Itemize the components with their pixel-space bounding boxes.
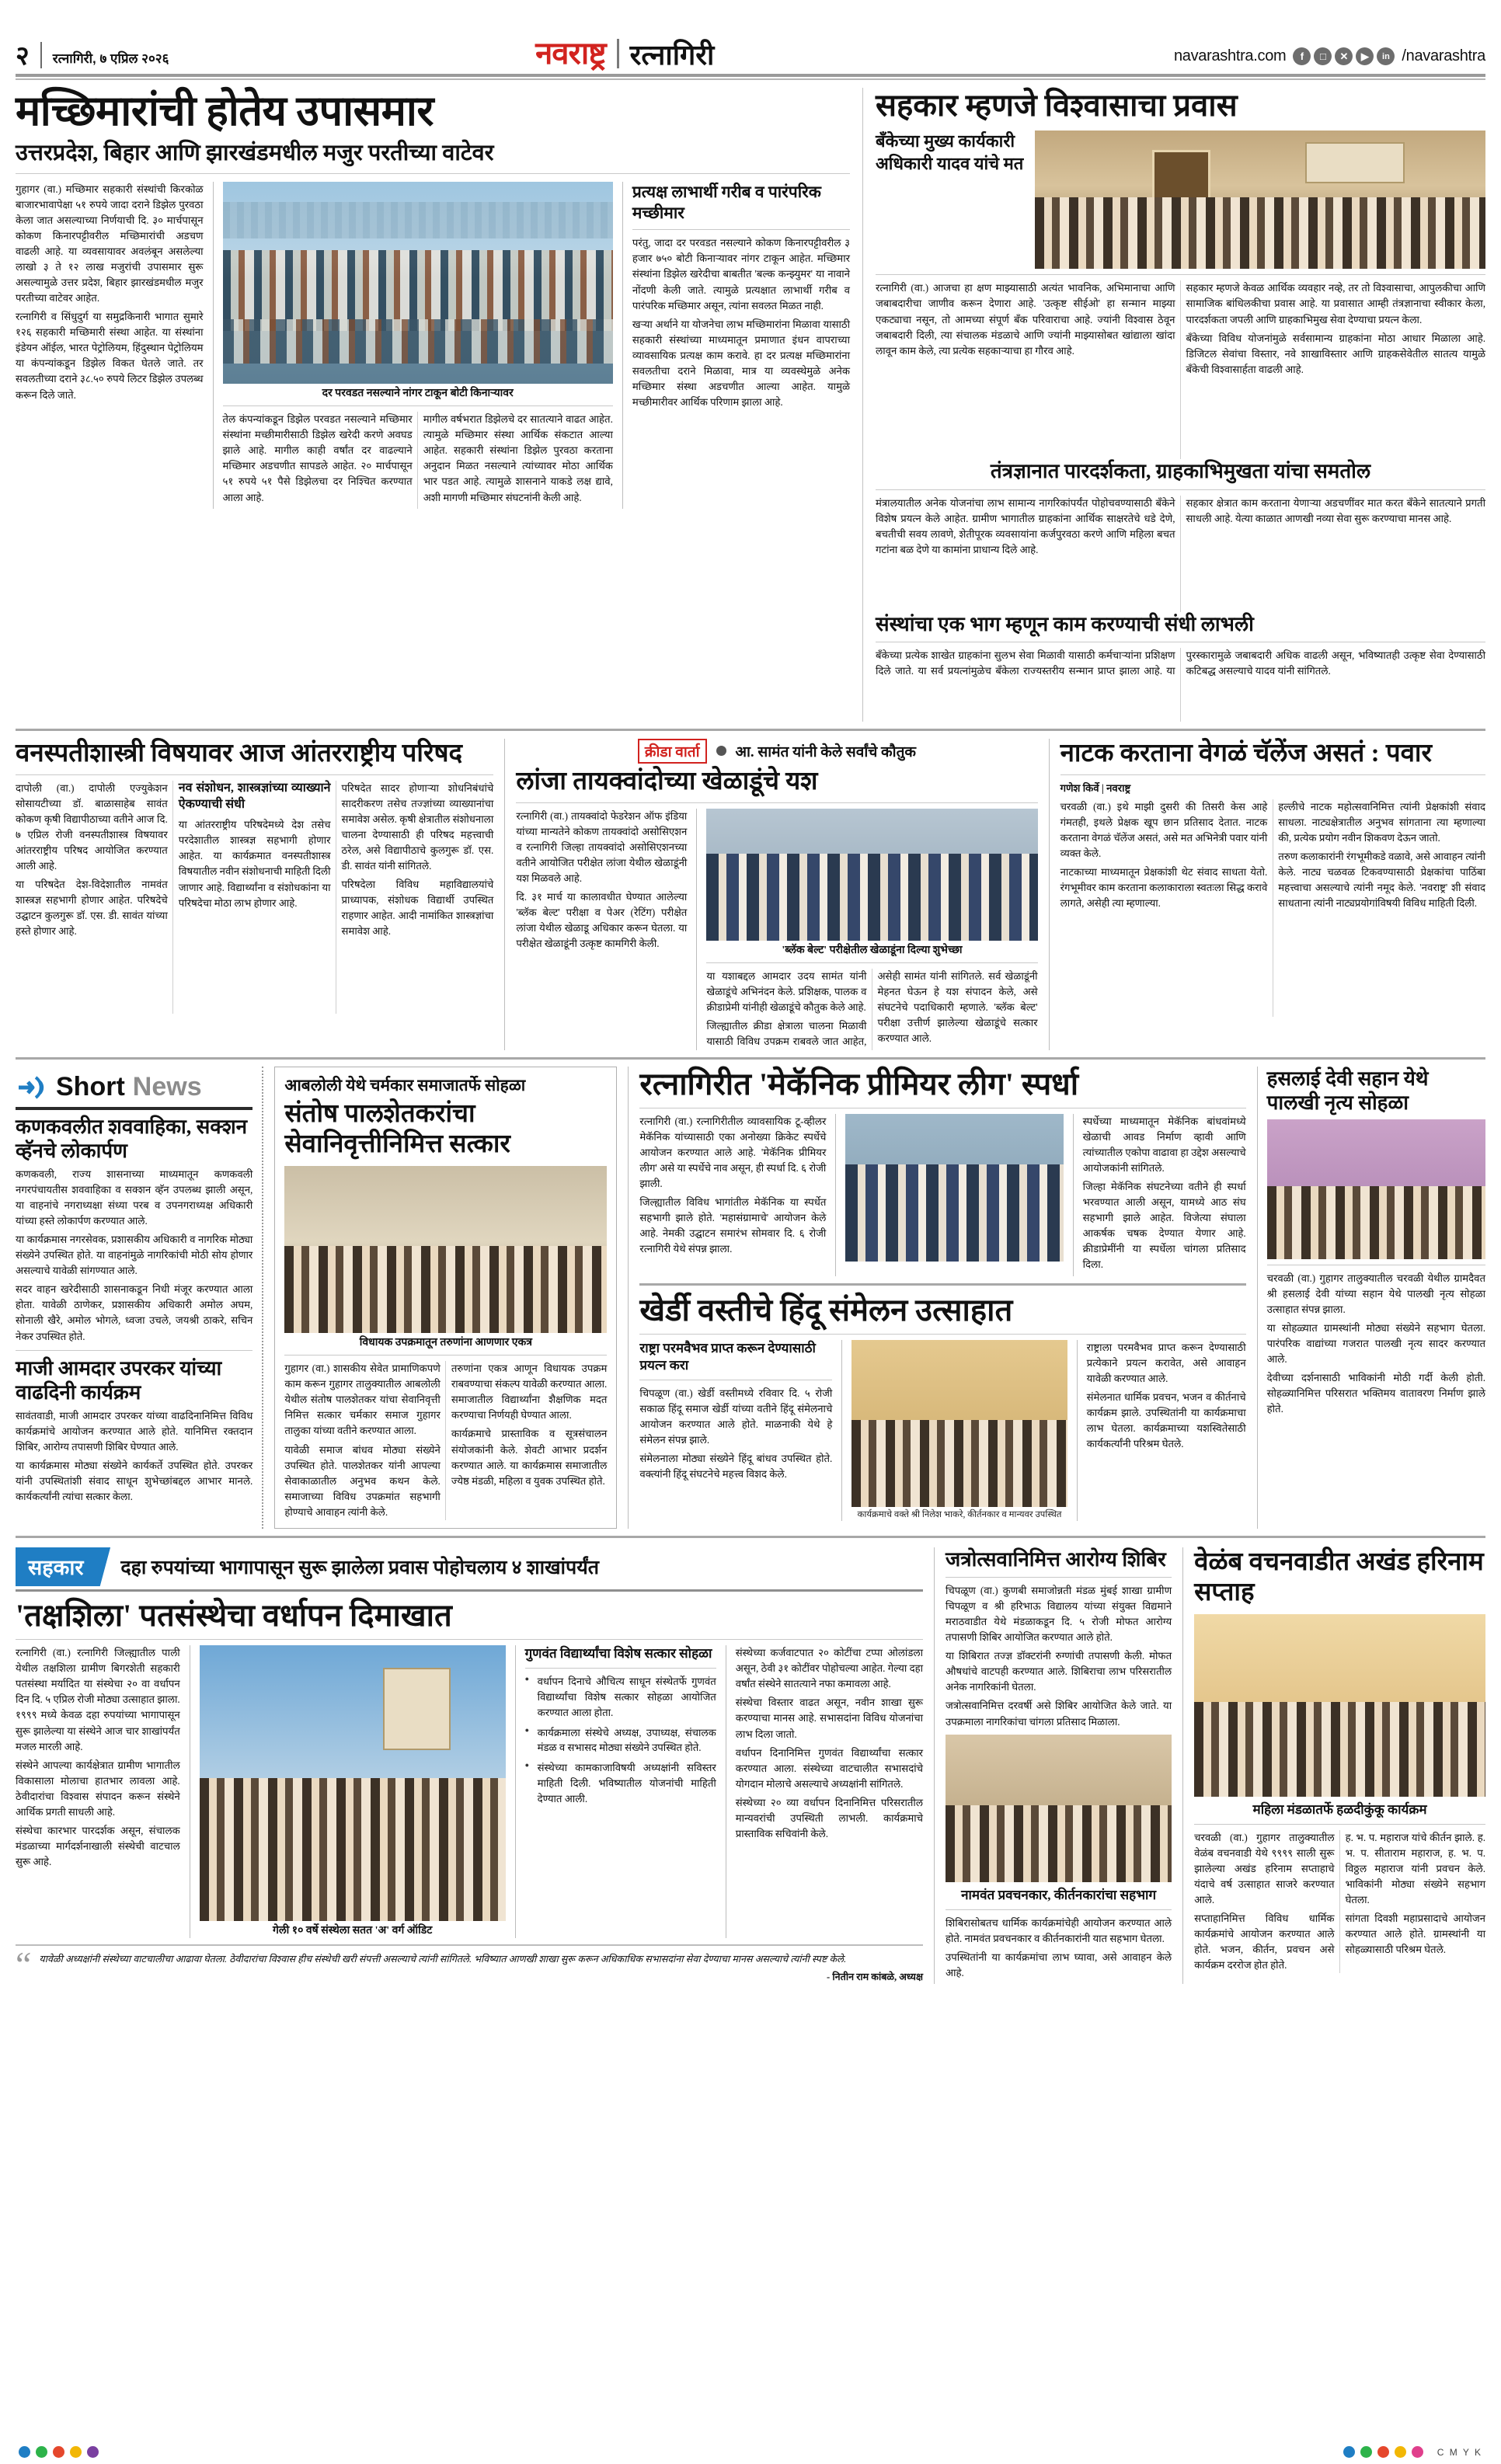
- takshila-column-3: [525, 1645, 716, 1938]
- photo-skyline: [223, 202, 613, 238]
- takshila-ceremony-photo: [200, 1645, 506, 1921]
- bank-meeting-photo: [1035, 131, 1485, 269]
- column-rule: [213, 182, 214, 509]
- brand-separator: [617, 39, 619, 68]
- health-camp-photo: [946, 1735, 1172, 1882]
- health-camp-para: या शिबिरात तज्ज्ञ डॉक्टरांनी रुग्णांची तपासणी केली. मोफत औषधांचे वाटपही करण्यात आले. शिबिराचा लाभ परिसरातील अनेक नागरिकांनी घेतला.: [946, 1650, 1172, 1693]
- column-rule: [841, 1340, 842, 1521]
- photo-team-row: [706, 854, 1037, 941]
- takshila-para: संस्थेच्या २० व्या वर्धापन दिनानिमित्त परिसरातील मान्यवरांची उपस्थिती लाभली. कार्यक्रमाचे प्रास्ताविक सचिवांनी केले.: [735, 1796, 924, 1839]
- health-camp-body: [946, 1583, 1172, 1730]
- hindu-content: [639, 1340, 1245, 1521]
- photo-crowd: [851, 1420, 1067, 1507]
- hindu-column-1: [639, 1340, 832, 1521]
- short-news-headline: कणकवलीत शववाहिका, सक्शन व्हॅनचे लोकार्पण: [16, 1115, 248, 1162]
- cooperative-story: [862, 88, 1485, 722]
- health-camp-sub-divider: [946, 1909, 1172, 1910]
- harinam-divider: [1194, 1824, 1485, 1825]
- takshila-mid-divider: [525, 1668, 716, 1669]
- cooperative-para: सहकार म्हणजे केवळ आर्थिक व्यवहार नव्हे, तर तो विश्वासाचा, आपुलकीचा आणि सामाजिक बांधिलकीचा प्रवास आहे. या प्रवासात आम्ही तंत्रज्ञानाचा स्वीकार केला, पारदर्शकता जपली आणि ग्राहकाभिमुख सेवा देण्याचा प्रयत्न केला.: [1186, 282, 1485, 325]
- taekwondo-divider: [516, 802, 1037, 803]
- lead-subhead: उत्तरप्रदेश, बिहार आणि झारखंडमधील मजुर परतीच्या वाटेवर: [16, 141, 494, 166]
- takshila-divider: [16, 1639, 923, 1640]
- theatre-para: चरवळी (वा.) इथे माझी दुसरी की तिसरी केस आहे गंमतही, इथले प्रेक्षक खूप छान प्रतिसाद देतात. नाटक करताना वेगळं चॅलेंज असतं, असे मत अभिनेत्री पवार यांनी व्यक्त केले.: [1060, 800, 1268, 859]
- edition-dateline: रत्नागिरी, ७ एप्रिल २०२६: [52, 51, 169, 66]
- takshila-para: वर्धापन दिनानिमित्त गुणवंत विद्यार्थ्यांचा सत्कार करण्यात आला. संस्थेच्या वाटचालीत सभासदांचे योगदान मोलाचे असल्याचे अध्यक्षांनी सांगितले.: [735, 1746, 924, 1790]
- lead-story: [16, 88, 862, 722]
- short-news-section: [16, 1067, 262, 1529]
- column-rule: [1073, 1114, 1074, 1276]
- mpl-photo-block: [845, 1114, 1063, 1276]
- lead-photo-caption: दर परवडत नसल्याने नांगर टाकून बोटी किनाऱ्यावर: [322, 387, 514, 399]
- color-dot: [19, 2446, 30, 2458]
- takshila-para: संस्थेने आपल्या कार्यक्षेत्रात ग्रामीण भागातील विकासाला मोलाचा हातभार लावला आहे. ठेवीदारांचा विश्वास संपादन करून संस्थेने आर्थिक प्रगती साधली आहे.: [16, 1759, 180, 1818]
- takshila-content: [16, 1645, 923, 1938]
- sahakar-banner: [16, 1547, 923, 1586]
- health-camp-para: शिबिरासोबतच धार्मिक कार्यक्रमांचेही आयोजन करण्यात आले होते. नामवंत प्रवचनकार व कीर्तनकारांनी यात सहभाग घेतला.: [946, 1916, 1172, 1944]
- mpl-hindu-separator: [639, 1283, 1245, 1286]
- felicitation-story: [263, 1067, 628, 1529]
- lead-para: तेल कंपन्यांकडून डिझेल परवडत नसल्याने मच्छिमार संस्थांना मच्छीमारीसाठी डिझेल खरेदी करणे अवघड झाले आहे. मागील काही वर्षांत दर वाढल्याने मच्छिमार अडचणीत सापडले आहेत. २० मार्चपासून ५१ रुपये ५१ पैसे डिझेलचा दर निश्चित करण्यात आला आहे.: [222, 413, 413, 503]
- registration-dots: [19, 2446, 99, 2458]
- color-dot: [1412, 2446, 1423, 2458]
- quote-mark-icon: “: [16, 1944, 32, 1984]
- taekwondo-team-photo: [706, 809, 1037, 941]
- health-camp-subhead: नामवंत प्रवचनकार, कीर्तनकारांचा सहभाग: [961, 1887, 1157, 1902]
- cooperative-mid-divider: [876, 489, 1485, 490]
- short-news-body: [16, 1167, 252, 1345]
- short-news-para: सावंतवाडी, माजी आमदार उपरकर यांच्या वाढदिनानिमित्त विविध कार्यक्रमांचे आयोजन करण्यात आले होते. यानिमित्त रक्तदान शिबिर, आरोग्य तपासणी शिबिर घेण्यात आले.: [16, 1409, 253, 1453]
- sahakar-tagline: दहा रुपयांच्या भागापासून सुरू झालेला प्रवास पोहोचलाय ४ शाखांपर्यंत: [120, 1557, 599, 1578]
- column-rule: [1077, 1340, 1078, 1521]
- hindu-headline: खेर्डी वस्तीचे हिंदू संमेलन उत्साहात: [639, 1292, 1013, 1328]
- harinam-story: [1183, 1547, 1485, 1984]
- short-news-item: [16, 1115, 252, 1345]
- section-rule-2: [16, 1057, 1485, 1060]
- hindu-kicker: राष्ट्रा परमवैभव प्राप्त करून देण्यासाठी प्रयत्न करा: [639, 1340, 816, 1373]
- short-news-headline: माजी आमदार उपरकर यांच्या वाढदिनी कार्यक्रम: [16, 1356, 222, 1404]
- palkhi-para: देवीच्या दर्शनासाठी भाविकांनी मोठी गर्दी केली होती. सोहळ्यानिमित्त परिसरात भक्तिमय वातावरण निर्माण झाले होते.: [1266, 1372, 1486, 1415]
- harinam-photo-caption: महिला मंडळातर्फे हळदीकुंकू कार्यक्रम: [1252, 1801, 1427, 1817]
- cooperative-mid-body: [876, 496, 1485, 612]
- palkhi-story: [1258, 1067, 1485, 1529]
- hindu-divider: [639, 1334, 1245, 1335]
- list-item: ● कार्यक्रमाला संस्थेचे अध्यक्ष, उपाध्यक्ष, संचालक मंडळ व सभासद मोठ्या संख्येने उपस्थित होते.: [525, 1725, 716, 1756]
- cooperative-bottom-body: [876, 648, 1485, 722]
- takshila-photo-block: [200, 1645, 506, 1938]
- lead-column-1: [16, 182, 204, 509]
- short-news-header: [16, 1071, 252, 1104]
- third-band: [16, 1067, 1485, 1529]
- second-band: [16, 739, 1485, 1050]
- harinam-headline: वेळंब वचनवाडीत अखंड हरिनाम सप्ताह: [1194, 1547, 1484, 1606]
- mpl-column-1: [639, 1114, 826, 1276]
- taekwondo-para: या यशाबद्दल आमदार उदय सामंत यांनी खेळाडूंचे अभिनंदन केले. प्रशिक्षक, पालक व क्रीडाप्रेमी यांनीही खेळाडूंचे कौतुक केले आहे.: [706, 970, 867, 1014]
- masthead-divider: [40, 42, 42, 68]
- color-dot: [1360, 2446, 1372, 2458]
- mpl-para: जिल्ह्यातील विविध भागांतील मेकॅनिक या स्पर्धेत सहभागी झाले होते. 'महासंग्रामाचे' आयोजन केले आहे. नेमकी उद्घाटन समारंभ सोमवार दि. ६ रोजी रत्नागिरी येथे संपन्न झाला.: [639, 1196, 827, 1255]
- color-dot: [1343, 2446, 1355, 2458]
- theatre-headline: नाटक करताना वेगळं चॅलेंज असतं : पवार: [1060, 739, 1432, 767]
- takshila-mid-headline: गुणवंत विद्यार्थ्यांचा विशेष सत्कार सोहळा: [524, 1646, 712, 1662]
- color-dot: [53, 2446, 64, 2458]
- short-news-para: सदर वाहन खरेदीसाठी शासनाकडून निधी मंजूर करण्यात आला होता. यावेळी ठाणेकर, प्रशासकीय अधिकारी अमोल अघम, सोनाली खैरे, अमोल भोगले, ध्वजा उचले, जयश्री ठाकरे, सचिन नेकर उपस्थित होते.: [16, 1283, 253, 1342]
- botany-para: परिषदेला विविध महाविद्यालयांचे प्राध्यापक, संशोधक विद्यार्थी उपस्थित राहणार आहेत. आदी नामांकित शास्त्रज्ञांचा समावेश आहे.: [341, 879, 494, 938]
- palkhi-para: चरवळी (वा.) गुहागर तालुक्यातील चरवळी येथील ग्रामदैवत श्री हसलाई देवी यांच्या सहान येथे पालखी नृत्य सोहळा उत्साहात संपन्न झाला.: [1266, 1272, 1486, 1316]
- takshila-para: संस्थेचा कारभार पारदर्शक असून, संचालक मंडळाच्या मार्गदर्शनाखाली संस्थेची वाटचाल सुरू आहे.: [16, 1824, 180, 1868]
- column-rule: [696, 809, 697, 1050]
- takshila-quote: [16, 1944, 923, 1983]
- page-footer: [0, 2446, 1501, 2458]
- short-news-item: [16, 1356, 252, 1505]
- sports-tag: क्रीडा वार्ता: [638, 739, 707, 764]
- takshila-column-4: [736, 1645, 923, 1938]
- taekwondo-column-2: [706, 969, 1037, 1049]
- taekwondo-photo-caption: 'ब्लॅक बेल्ट' परीक्षेतील खेळाडूंना दिल्या शुभेच्छा: [782, 944, 963, 956]
- caption-divider: [706, 962, 1037, 963]
- palkhi-body: [1267, 1271, 1485, 1418]
- sports-tag-row: [516, 739, 1037, 764]
- short-news-rule: [16, 1107, 252, 1110]
- takshila-column-1: [16, 1645, 180, 1938]
- caption-divider: [284, 1355, 607, 1356]
- taekwondo-story: [505, 739, 1048, 1050]
- theatre-para: हल्लीचे नाटक महोत्सवानिमित्त त्यांनी प्रेक्षकांशी संवाद साधला. नाट्यक्षेत्रातील अनुभव सांगताना त्या म्हणाल्या की, प्रत्येक प्रयोग नवीन शिकवण देऊन जातो.: [1278, 800, 1485, 844]
- health-camp-divider: [946, 1577, 1172, 1578]
- palkhi-headline: हसलाई देवी सहान येथे पालखी नृत्य सोहळा: [1266, 1067, 1429, 1114]
- short-news-para: कणकवली, राज्य शासनाच्या माध्यमातून कणकवली नगरपंचायतीस शववाहिका व सक्शन व्हॅन उपलब्ध झाली असून, या वाहनांचे नगराध्यक्षा संध्या परब व उपनगराध्यक्ष अधिकारी यांच्या हस्ते लोकार्पण करण्यात आले.: [16, 1168, 253, 1227]
- botany-para: परिषदेत सादर होणाऱ्या शोधनिबंधांचे सादरीकरण तसेच तज्ज्ञांच्या व्याख्यानांचा समावेश असेल. कृषी क्षेत्रातील संशोधनाला चालना देण्यासाठी ही परिषद महत्त्वाची ठरेल, असे विद्यापीठाचे कुलगुरू डॉ. एस. डी. सावंत यांनी सांगितले.: [341, 781, 494, 872]
- column-rule: [835, 1114, 836, 1276]
- health-camp-para: चिपळूण (वा.) कुणबी समाजोन्नती मंडळ मुंबई शाखा ग्रामीण चिपळूण व श्री हरिभाऊ विद्यालय यांच्या संयुक्त विद्यमाने मराठवाडीत येथे मंडळाकडून दि. ५ रोजी मोफत आरोग्य तपासणी शिबिर आयोजित करण्यात आले होते.: [946, 1585, 1172, 1644]
- felicitation-kicker: आबलोली येथे चर्मकार समाजातर्फे सोहळा: [284, 1075, 526, 1095]
- sahakar-badge: सहकार: [16, 1547, 96, 1586]
- lead-para: परंतु, जादा दर परवडत नसल्याने कोकण किनारपट्टीवरील ३ हजार ७५० बोटी किनाऱ्यावर नांगर टाकून आहेत. मच्छिमार संस्थांना डिझेल खरेदीचा बाबतीत 'बल्क कन्झ्युमर' या नावाने नोंदणी केली जाते. त्यामुळे प्रत्यक्षात लाभार्थी गरीब व पारंपरिक मच्छिमार असून, त्यांना सवलत मिळत नाही.: [632, 237, 851, 311]
- lead-headline: मच्छिमारांची होतेय उपासमार: [16, 88, 434, 134]
- cooperative-para: सहकार क्षेत्रात काम करताना येणाऱ्या अडचणींवर मात करत बँकेने सातत्याने प्रगती साधली आहे. येत्या काळात आणखी नव्या सेवा सुरू करण्याचा मानस आहे.: [1186, 496, 1485, 524]
- photo-team-row: [845, 1164, 1063, 1262]
- photo-banner: [1305, 142, 1405, 183]
- hindu-para: चिपळूण (वा.) खेर्डी वस्तीमध्ये रविवार दि. ५ रोजी सकाळ हिंदू समाज खेर्डी यांच्या वतीने हिंदू संमेलनाचे आयोजन करण्यात आले होते. माळनाकी येथे हे संमेलन संपन्न झाले.: [639, 1387, 833, 1446]
- felicitation-photo: [284, 1166, 607, 1333]
- felicitation-para: गुहागर (वा.) शासकीय सेवेत प्रामाणिकपणे काम करून गुहागर तालुक्यातील आबलोली येथील संतोष पालशेतकर यांचा सेवानिवृत्ती निमित्त सत्कार चर्मकार समाज गुहागर तालुका यांच्या वतीने करण्यात आला.: [284, 1363, 441, 1437]
- health-camp-story: [935, 1547, 1182, 1984]
- cooperative-para: मंत्रालयातील अनेक योजनांचा लाभ सामान्य नागरिकांपर्यंत पोहोचवण्यासाठी बँकेने विशेष प्रयत्न केले आहेत. ग्रामीण भागातील ग्राहकांना आर्थिक साक्षरतेचे धडे देणे, बचतीची सवय लावणे, शेतीपूरक व्यवसायांना कर्जपुरवठा करणे आणि महिला बचत गटांना बळ देणे या कामांना प्राधान्य दिले आहे.: [876, 496, 1175, 555]
- takshila-para: संस्थेच्या कर्जवाटपात २० कोटींचा टप्पा ओलांडला असून, ठेवी ३१ कोटींवर पोहोचल्या आहेत. गेल्या दहा वर्षांत संस्थेने सातत्याने नफा कमावला आहे.: [735, 1647, 924, 1690]
- bullet-dot-icon: [716, 746, 726, 756]
- hindu-para: संमेलनाला मोठ्या संख्येने हिंदू बांधव उपस्थित होते. वक्त्यांनी हिंदू संघटनेचे महत्त्व विशद केले.: [639, 1453, 833, 1481]
- short-news-title-2: News: [132, 1072, 202, 1102]
- linkedin-icon[interactable]: in: [1377, 47, 1395, 65]
- masthead: [16, 14, 1485, 71]
- felicitation-photo-caption: विधायक उपक्रमातून तरुणांना आणणार एकत्र: [359, 1336, 532, 1349]
- takshila-bullet-list: [525, 1674, 716, 1806]
- botany-para: या परिषदेत देश-विदेशातील नामवंत शास्त्रज्ञ सहभागी होणार आहेत. परिषदेचे उद्घाटन कुलगुरू डॉ. एस. डी. सावंत यांच्या हस्ते होणार आहे.: [16, 879, 168, 938]
- theatre-para: तरुण कलाकारांनी रंगभूमीकडे वळावे, असे आवाहन त्यांनी केले. नाट्य चळवळ टिकवण्यासाठी प्रेक्षकांचा पाठिंबा महत्त्वाचा असल्याचे त्यांनी नमूद केले. 'नवराष्ट्र' शी संवाद साधताना त्यांनी नाट्यप्रयोगांविषयी विविध माहिती दिली.: [1278, 850, 1485, 910]
- column-rule: [622, 182, 623, 509]
- quote-attribution: - नितीन राम कांबळे, अध्यक्ष: [827, 1971, 923, 1982]
- social-icons: [1293, 47, 1395, 65]
- quote-text: यावेळी अध्यक्षांनी संस्थेच्या वाटचालीचा आढावा घेतला. ठेवीदारांचा विश्वास हीच संस्थेची खरी संपत्ती असल्याचे त्यांनी सांगितले. भविष्यात आणखी शाखा सुरू करून अधिकाधिक सभासदांना सेवा देण्याचा मानस असल्याचे त्यांनी स्पष्ट केले.: [39, 1953, 847, 1965]
- x-icon[interactable]: ✕: [1335, 47, 1353, 65]
- masthead-rule-thin: [16, 78, 1485, 80]
- color-dot: [70, 2446, 82, 2458]
- felicitation-body: [284, 1361, 607, 1520]
- photo-banner: [383, 1668, 451, 1751]
- color-dot: [1377, 2446, 1389, 2458]
- lead-sidebar-body: [632, 235, 850, 410]
- cooperative-para: रत्नागिरी (वा.) आजचा हा क्षण माझ्यासाठी अत्यंत भावनिक, अभिमानाचा आणि जबाबदारीचा जाणीव करून देणारा आहे. 'उत्कृष्ट सीईओ' हा सन्मान माझ्या एकट्याचा नसून, तो आमच्या संपूर्ण बँक परिवाराचा आहे. ज्यांनी विश्वास ठेवून जबाबदारी दिली, त्या संचालक मंडळाचे आणि ज्यांनी माझ्यासोबत खांद्याला खांदा लावून काम केले, त्या प्रत्येक सहकाऱ्याचा हा गौरव आहे.: [876, 282, 1175, 357]
- page-number: २: [16, 41, 30, 71]
- short-news-divider: [16, 1350, 252, 1351]
- fishing-boats-photo: [223, 182, 613, 384]
- botany-subhead: नव संशोधन, शास्त्रज्ञांच्या व्याख्याने ऐकण्याची संधी: [178, 781, 331, 811]
- sports-tagline: आ. सामंत यांनी केले सर्वांचे कौतुक: [735, 743, 916, 760]
- mpl-and-hindu-stories: [629, 1067, 1256, 1529]
- hindu-para: संमेलनात धार्मिक प्रवचन, भजन व कीर्तनाचे कार्यक्रम झाले. उपस्थितांनी या कार्यक्रमाचा लाभ घेतला. कार्यक्रमाच्या यशस्वितेसाठी कार्यकर्त्यांनी परिश्रम घेतले.: [1086, 1391, 1246, 1450]
- taekwondo-headline: लांजा तायक्वांदोच्या खेळाडूंचे यश: [516, 767, 818, 795]
- lead-para: रत्नागिरी व सिंधुदुर्ग या समुद्रकिनारी भागात सुमारे १२६ सहकारी मच्छिमारी संस्था आहेत. या संस्थांना इंडेयन ऑईल, भारत पेट्रोलियम, हिंदुस्थान पेट्रोलियम या कंपन्यांकडून डिझेल विकत घेतले जाते. तर सवलतीच्या दराने ३८.५० रुपये लिटर डिझेल उपलब्ध करून दिले जाते.: [16, 311, 204, 401]
- health-camp-para: जत्रोत्सवानिमित्त दरवर्षी असे शिबिर आयोजित केले जाते. या उपक्रमाला नागरिकांचा चांगला प्रतिसाद मिळाला.: [946, 1700, 1172, 1728]
- social-handle[interactable]: /navarashtra: [1402, 47, 1485, 64]
- lead-photo-block: [223, 182, 613, 509]
- short-news-body: [16, 1408, 252, 1505]
- harinam-para: चरवळी (वा.) गुहागर तालुक्यातील वेळंब वचनवाडी येथे ९९९९ साली सुरू झालेल्या अखंड हरिनाम सप्ताहाचे यंदाचे वर्ष उत्साहात साजरे करण्यात आले.: [1194, 1831, 1335, 1906]
- masthead-rule-thick: [16, 74, 1485, 77]
- facebook-icon[interactable]: f: [1293, 47, 1311, 65]
- lead-mid-text: [223, 412, 613, 508]
- botany-para: दापोली (वा.) दापोली एज्युकेशन सोसायटीच्या डॉ. बाळासाहेब सावंत कोकण कृषी विद्यापीठाच्या वतीने आज दि. ७ एप्रिल रोजी वनस्पतीशास्त्र विषयावर आंतरराष्ट्रीय परिषद आयोजित करण्यात आली आहे.: [16, 781, 168, 872]
- taekwondo-column-1: [516, 809, 687, 1050]
- instagram-icon[interactable]: □: [1314, 47, 1332, 65]
- taekwondo-photo-block: [706, 809, 1037, 1050]
- hindu-body-1: [639, 1386, 832, 1482]
- takshila-headline: 'तक्षशिला' पतसंस्थेचा वर्धापन दिमाखात: [16, 1597, 452, 1633]
- list-item: ● वर्धापन दिनाचे औचित्य साधून संस्थेतर्फे गुणवंत विद्यार्थ्यांचा विशेष सत्कार सोहळा आयोजित करण्यात आला होता.: [525, 1674, 716, 1720]
- short-news-arrow-icon: [16, 1071, 48, 1104]
- color-dot: [1395, 2446, 1406, 2458]
- health-camp-sub-body: [946, 1916, 1172, 1981]
- lead-body: [16, 182, 850, 509]
- footer-right: [1343, 2446, 1482, 2458]
- section-rule-3: [16, 1536, 1485, 1538]
- sidebar-divider: [632, 229, 850, 230]
- taekwondo-content: [516, 809, 1037, 1050]
- mpl-team-photo: [845, 1114, 1063, 1262]
- hindu-column-2: [1087, 1340, 1246, 1521]
- masthead-left: [16, 41, 169, 71]
- lead-para: खऱ्या अर्थाने या योजनेचा लाभ मच्छिमारांना मिळावा यासाठी सहकारी संस्थांच्या माध्यमातून प्रमाणात इंधन वापराच्या व्यावसायिक प्रत्यक्ष काम करावे. हा दर प्रत्यक्ष मच्छिमारांना सवलतीचा दराने मिळावा, मात्र या व्यवस्थेमुळे अनेक मच्छिमार संस्था अडचणीत आल्या आहेत. यामुळे मच्छीमारीवर आर्थिक परिणाम झाला आहे.: [632, 318, 851, 408]
- cmyk-marks: C M Y K: [1437, 2446, 1482, 2458]
- youtube-icon[interactable]: ▶: [1356, 47, 1374, 65]
- takshila-photo-caption: गेली १० वर्षे संस्थेला सतत 'अ' वर्ग ऑडिट: [273, 1925, 433, 1937]
- photo-boat-row-2: [223, 319, 613, 364]
- botany-body: [16, 781, 493, 1014]
- mpl-content: [639, 1114, 1245, 1276]
- harinam-body: [1194, 1830, 1485, 1974]
- felicitation-para: तरुणांना एकत्र आणून विधायक उपक्रम राबवण्याचा संकल्प यावेळी करण्यात आला. समाजातील विद्यार्थ्यांना शैक्षणिक मदत करण्याचा निर्णयही घेण्यात आला.: [451, 1363, 608, 1422]
- masthead-logo: [535, 36, 715, 71]
- mpl-headline: रत्नागिरीत 'मेकॅनिक प्रीमियर लीग' स्पर्धा: [639, 1066, 1079, 1101]
- mpl-para: स्पर्धेच्या माध्यमातून मेकॅनिक बांधवांमध्ये खेळाची आवड निर्माण व्हावी आणि त्यांच्यातील एकोपा वाढावा हा उद्देश असल्याचे आयोजकांनी सांगितले.: [1082, 1115, 1246, 1175]
- lead-divider: [16, 173, 850, 174]
- botany-para: या आंतरराष्ट्रीय परिषदेमध्ये देश तसेच परदेशातील शास्त्रज्ञ सहभागी होणार आहेत. या कार्यक्रमात वनस्पतीशास्त्र विषयातील नवीन संशोधनाची माहिती दिली जाणार आहे. विद्यार्थ्यांना व संशोधकांना या परिषदेचा मोठा लाभ होणार आहे.: [178, 819, 331, 909]
- cooperative-head-row: [876, 131, 1485, 269]
- cooperative-bottom-headline: संस्थांचा एक भाग म्हणून काम करण्याची संधी लाभली: [876, 612, 1254, 635]
- takshila-para: रत्नागिरी (वा.) रत्नागिरी जिल्ह्यातील पाली येथील तक्षशिला ग्रामीण बिगरशेती सहकारी पतसंस्था मर्यादित या संस्थेचा २० वा वर्धापन दिन दि. ५ एप्रिल रोजी मोठ्या उत्साहात झाला. १९९९ मध्ये केवळ दहा रुपयांच्या भागापासून सुरू झालेल्या या संस्थेने आज चार शाखांपर्यंत मजल मारली आहे.: [16, 1647, 180, 1752]
- lead-para: गुहागर (वा.) मच्छिमार सहकारी संस्थांची किरकोळ बाजारभावापेक्षा ५१ रुपये जादा दराने डिझेल पुरवठा केला जात असल्याच्या निर्णयाची दि. ३० मार्चपासून कोकण किनारपट्टीवरील मच्छिमारांची अडचण वाढली आहे. या व्यवसायावर अवलंबून असलेल्या लाखो ३ ते १२ लाख मजुरांची उपासमार सुरू असल्यामुळे उत्तर प्रदेश, बिहार झारखंडमधील मजुर परतीच्या वाटेवर आहेत.: [16, 183, 204, 305]
- mpl-para: जिल्हा मेकॅनिक संघटनेच्या वतीने ही स्पर्धा भरवण्यात आली असून, यामध्ये आठ संघ सहभागी झाले आहेत. विजेत्या संघाला आकर्षक चषक देण्यात येणार आहे. क्रीडाप्रेमींनी या स्पर्धेला चांगला प्रतिसाद दिला.: [1082, 1181, 1246, 1271]
- short-news-para: या कार्यक्रमास नगरसेवक, प्रशासकीय अधिकारी व नागरिक मोठ्या संख्येने उपस्थित होते. या वाहनांमुळे नागरिकांची मोठी सोय होणार असल्याचे यावेळी सांगण्यात आले.: [16, 1234, 253, 1277]
- color-dot: [87, 2446, 99, 2458]
- taekwondo-para: रत्नागिरी (वा.) तायक्वांदो फेडरेशन ऑफ इंडिया यांच्या मान्यतेने कोकण तायक्वांदो असोसिएशन व रत्नागिरी जिल्हा तायक्वांदो असोसिएशनच्या वतीने आयोजित परीक्षेत लांजा येथील खेळाडूंनी यश मिळवले आहे.: [516, 809, 688, 884]
- cooperative-para: बँकेच्या प्रत्येक शाखेत ग्राहकांना सुलभ सेवा मिळावी यासाठी कर्मचाऱ्यांना प्रशिक्षण दिले जाते. या सर्व प्रयत्नांमुळेच बँकेला राज्यस्तरीय सन्मान प्राप्त झाला आहे. या पुरस्कारामुळे जबाबदारी अधिक वाढली असून, भविष्यातही उत्कृष्ट सेवा देण्यासाठी कटिबद्ध असल्याचे यादव यांनी सांगितले.: [876, 649, 1485, 677]
- cooperative-body: [876, 280, 1485, 459]
- harinam-para: ह. भ. प. महाराज यांचे कीर्तन झाले. ह. भ. प. सीताराम महाराज, ह. भ. प. विठ्ठल महाराज यांनी प्रवचन केले. भाविकांनी मोठ्या संख्येने सहभाग घेतला.: [1345, 1831, 1485, 1906]
- takshila-para: संस्थेचा विस्तार वाढत असून, नवीन शाखा सुरू करण्याचा मानस आहे. सभासदांना विविध योजनांचा लाभ दिला जातो.: [735, 1697, 924, 1740]
- hindu-meeting-photo: [851, 1340, 1067, 1507]
- section-rule-1: [16, 729, 1485, 731]
- brand-title: नवराष्ट्र: [535, 36, 606, 71]
- harinam-para: सप्ताहानिमित्त विविध धार्मिक कार्यक्रमांचे आयोजन करण्यात आले होते. भजन, कीर्तन, प्रवचन असे कार्यक्रम दररोज होत होते.: [1194, 1912, 1335, 1972]
- felicitation-headline: संतोष पालशेतकरांचा सेवानिवृत्तीनिमित्त सत्कार: [284, 1099, 510, 1158]
- theatre-para: नाटकाच्या माध्यमातून प्रेक्षकांशी थेट संवाद साधता येतो. रंगभूमीवर काम करताना कलाकाराला स्वतःला सिद्ध करावे लागते, असेही त्या म्हणाल्या.: [1060, 866, 1268, 910]
- photo-crowd: [1035, 197, 1485, 270]
- cooperative-kicker: बँकेच्या मुख्य कार्यकारी अधिकारी यादव यांचे मत: [876, 131, 1024, 173]
- photo-crowd: [1267, 1186, 1485, 1259]
- masthead-social: [1174, 47, 1485, 68]
- sahakar-banner-underline: [16, 1589, 923, 1592]
- photo-crowd: [200, 1778, 506, 1922]
- lead-column-3: [632, 182, 850, 509]
- theatre-byline: गणेश किर्वे | नवराष्ट्र: [1060, 781, 1131, 794]
- photo-crowd: [1194, 1702, 1485, 1797]
- caption-divider: [223, 405, 613, 406]
- theatre-body: [1060, 799, 1485, 1017]
- hindu-photo-caption: कार्यक्रमाचे वक्ते श्री निलेश भाकरे, कीर्तनकार व मान्यवर उपस्थित: [857, 1509, 1062, 1519]
- edition-title: रत्नागिरी: [629, 39, 715, 71]
- website-link[interactable]: navarashtra.com: [1173, 47, 1287, 64]
- felicitation-box: [274, 1067, 617, 1529]
- palkhi-photo: [1267, 1119, 1485, 1259]
- cooperative-divider: [876, 274, 1485, 275]
- palkhi-para: या सोहळ्यात ग्रामस्थांनी मोठ्या संख्येने सहभाग घेतला. पारंपरिक वाद्यांच्या गजरात पालखी नृत्य सादर करण्यात आले.: [1266, 1322, 1486, 1366]
- botany-headline: वनस्पतीशास्त्री विषयावर आज आंतरराष्ट्रीय परिषद: [16, 739, 463, 767]
- takshila-story: [16, 1547, 934, 1984]
- lead-sidebar-title: प्रत्यक्ष लाभार्थी गरीब व पारंपरिक मच्छीमार: [632, 182, 821, 223]
- bottom-band: [16, 1547, 1485, 1984]
- color-dot: [36, 2446, 47, 2458]
- photo-crowd: [946, 1805, 1172, 1882]
- theatre-divider: [1060, 774, 1485, 775]
- harinam-photo: [1194, 1614, 1485, 1797]
- felicitation-para: कार्यक्रमाचे प्रास्ताविक व सूत्रसंचालन संयोजकांनी केले. शेवटी आभार प्रदर्शन करण्यात आले. या कार्यक्रमास समाजातील ज्येष्ठ मंडळी, महिला व युवक उपस्थित होते.: [451, 1428, 608, 1487]
- cooperative-para: बँकेच्या विविध योजनांमुळे सर्वसामान्य ग्राहकांना मोठा आधार मिळाला आहे. डिजिटल सेवांचा विस्तार, नवे शाखाविस्तार आणि ग्राहकसेवेतील सातत्य यामुळे बँकेची विश्वासार्हता वाढली आहे.: [1186, 332, 1485, 375]
- list-item: ● संस्थेच्या कामकाजाविषयी अध्यक्षांनी सविस्तर माहिती दिली. भविष्यातील योजनांची माहिती देण्यात आली.: [525, 1760, 716, 1806]
- lead-para: मागील वर्षभरात डिझेलचे दर सातत्याने वाढत आहेत. त्यामुळे मच्छिमार संस्था आर्थिक संकटात आल्या आहेत. सहकारी संस्थांना डिझेल पुरवठा करताना अनुदान मिळत नसल्याने त्यांच्यावर मोठा आर्थिक भार पडत आहे. त्यामुळे शासनाने याकडे लक्ष द्यावे, अशी मागणी मच्छिमार संघटनांनी केली आहे.: [423, 413, 613, 503]
- cooperative-headline: सहकार म्हणजे विश्वासाचा प्रवास: [876, 88, 1238, 123]
- top-section: [16, 88, 1485, 722]
- theatre-story: [1050, 739, 1485, 1050]
- column-rule: [515, 1645, 516, 1938]
- botany-divider: [16, 774, 493, 775]
- hindu-photo-block: [851, 1340, 1067, 1521]
- registration-dots-right: [1343, 2446, 1423, 2458]
- sahakar-badge-slash: [96, 1547, 116, 1586]
- hindu-para: राष्ट्राला परमवैभव प्राप्त करून देण्यासाठी प्रत्येकाने प्रयत्न करावेत, असे आवाहन यावेळी करण्यात आले.: [1086, 1341, 1246, 1385]
- taekwondo-para: दि. ३१ मार्च या कालावधीत घेण्यात आलेल्या 'ब्लॅक बेल्ट' परीक्षा व पेअर (रेटिंग) परीक्षेत लांजा येथील खेळाडू अधिकार करून घेतला. या परीक्षेत खेळाडूंनी उत्कृष्ट कामगिरी केली.: [516, 891, 688, 950]
- mpl-para: रत्नागिरी (वा.) रत्नागिरीतील व्यावसायिक टू-व्हीलर मेकॅनिक यांच्यासाठी एका अनोख्या क्रिकेट स्पर्धेचे आयोजन करण्यात आले आहे. 'मेकॅनिक प्रीमियर लीग' असे या स्पर्धेचे नाव असून, ही स्पर्धा दि. ६ रोजी झाली.: [639, 1115, 827, 1190]
- health-camp-headline: जत्रोत्सवानिमित्त आरोग्य शिबिर: [946, 1547, 1166, 1571]
- harinam-para: सांगता दिवशी महाप्रसादाचे आयोजन करण्यात आले होते. ग्रामस्थांनी या सोहळ्यासाठी परिश्रम घेतले.: [1345, 1912, 1485, 1956]
- botany-conference-story: [16, 739, 504, 1050]
- health-camp-para: उपस्थितांनी या कार्यक्रमांचा लाभ घ्यावा, असे आवाहन केले आहे.: [946, 1951, 1172, 1979]
- mpl-column-2: [1083, 1114, 1246, 1276]
- taekwondo-para: जिल्ह्यातील क्रीडा क्षेत्राला चालना मिळावी यासाठी विविध उपक्रम राबवले जात आहेत, असेही सामंत यांनी सांगितले. सर्व खेळाडूंनी मेहनत घेऊन हे यश संपादन केले, असे संघटनेचे पदाधिकारी म्हणाले. 'ब्लॅक बेल्ट' परीक्षा उत्तीर्ण झालेल्या खेळाडूंचे सत्कार करण्यात आले.: [706, 970, 1038, 1048]
- photo-crowd: [284, 1246, 607, 1333]
- short-news-para: या कार्यक्रमास मोठ्या संख्येने कार्यकर्ते उपस्थित होते. उपरकर यांनी उपस्थितांशी संवाद साधून शुभेच्छांबद्दल आभार मानले. कार्यकर्त्यांनी त्यांचा सत्कार केला.: [16, 1460, 253, 1503]
- short-news-title-1: Short: [56, 1072, 125, 1102]
- felicitation-para: यावेळी समाज बांधव मोठ्या संख्येने उपस्थित होते. पालशेतकर यांनी आपल्या सेवाकाळातील अनुभव कथन केले. समाजाच्या विविध उपक्रमांत सहभागी होण्याचे आवाहन त्यांनी केले.: [284, 1443, 441, 1518]
- cooperative-mid-headline: तंत्रज्ञानात पारदर्शकता, ग्राहकाभिमुखता यांचा समतोल: [990, 460, 1371, 483]
